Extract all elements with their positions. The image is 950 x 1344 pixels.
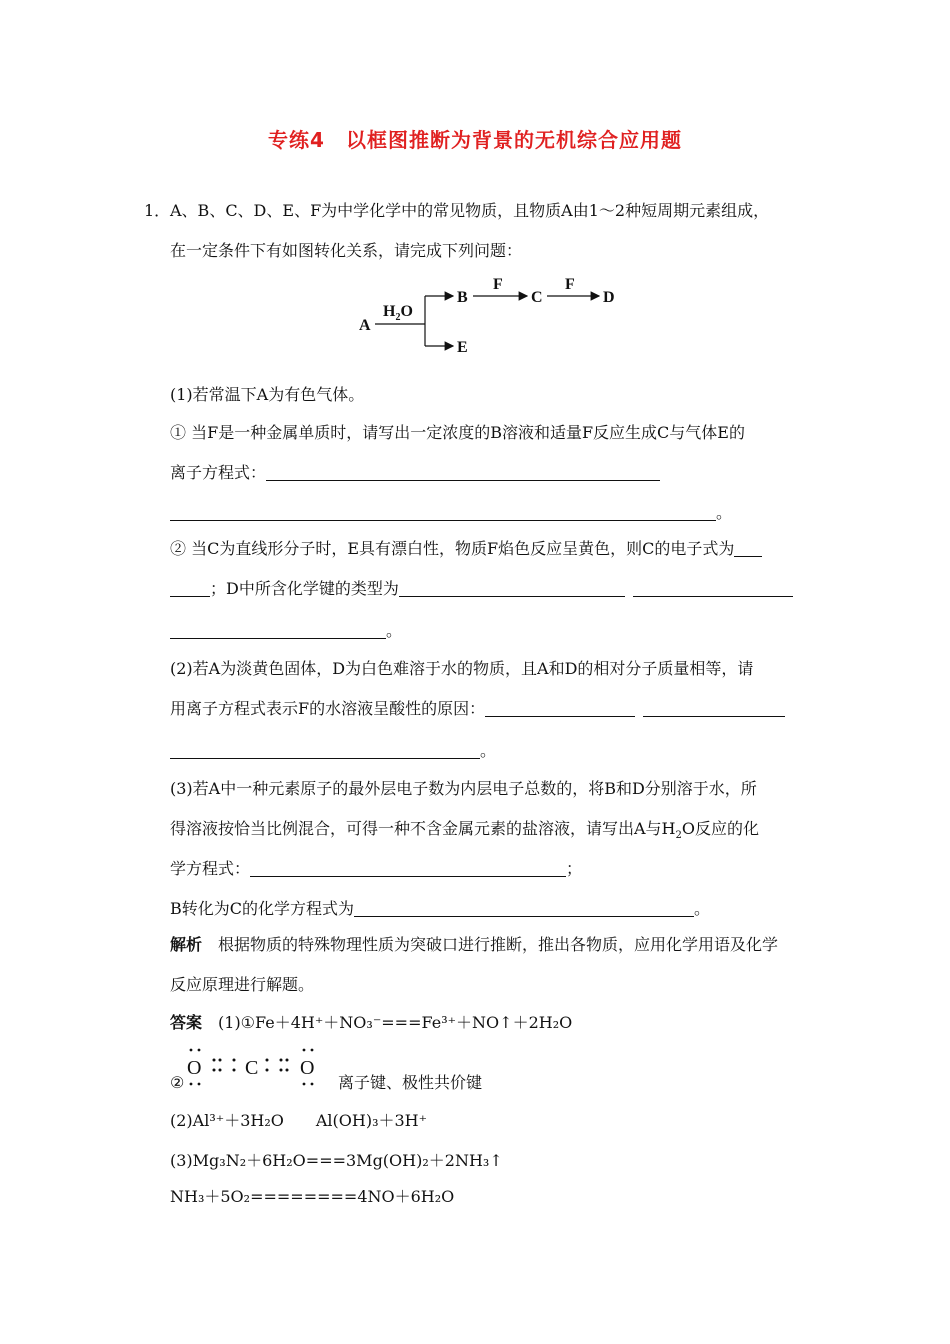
answer-blank[interactable] (399, 580, 625, 597)
analysis-line-2: 反应原理进行解题。 (170, 975, 315, 994)
diagram-label-c: C (531, 289, 543, 306)
part1-i-line-2 (170, 462, 660, 484)
answer-4: NH₃＋5O₂========4NO＋6H₂O (170, 1187, 455, 1206)
answer-blank[interactable] (170, 742, 480, 759)
answer-1-ii-num: ② (170, 1073, 185, 1092)
question-stem-line-2: 在一定条件下有如图转化关系，请完成下列问题： (170, 241, 523, 260)
end-mark: 。 (716, 503, 733, 522)
part3-prompt-a: 得溶液按恰当比例混合，可得一种不含金属元素的盐溶液，请写出A与H (170, 819, 676, 838)
part1-ii-bond-prompt: ；D中所含化学键的类型为 (210, 579, 399, 598)
analysis-text-1: 根据物质的特殊物理性质为突破口进行推断，推出各物质，应用化学用语及化学 (218, 935, 779, 954)
part3-prompt-b: O反应的化 (681, 819, 760, 838)
part1-ii-prompt: ② 当C为直线形分子时，E具有漂白性，物质F焰色反应呈黄色，则C的电子式为 (170, 539, 735, 558)
diagram-label-b: B (457, 289, 468, 306)
answer-blank[interactable] (170, 504, 716, 521)
answer-2: (2)Al³⁺＋3H₂O Al(OH)₃＋3H⁺ (170, 1111, 428, 1130)
answer-blank[interactable] (250, 860, 566, 877)
part1-i-line-1: ① 当F是一种金属单质时，请写出一定浓度的B溶液和适量F反应生成C与气体E的 (170, 423, 745, 442)
semicolon: ； (566, 859, 583, 878)
end-mark: 。 (386, 621, 403, 640)
part2-line-1: (2)若A为淡黄色固体，D为白色难溶于水的物质，且A和D的相对分子质量相等，请 (170, 659, 754, 678)
diagram-label-d: D (603, 289, 615, 306)
answer-blank[interactable] (170, 580, 210, 597)
conversion-diagram (355, 276, 625, 360)
answer-label: 答案 (170, 1013, 203, 1032)
answer-blank[interactable] (734, 540, 762, 557)
lewis-c: C (245, 1057, 259, 1079)
diagram-label-f2: F (565, 276, 575, 293)
part3-eq-prompt: 学方程式： (170, 859, 251, 878)
answer-blank[interactable] (266, 464, 660, 481)
answer-1-ii-text: 离子键、极性共价键 (338, 1073, 483, 1092)
part2-line-3 (170, 740, 496, 762)
diagram-label-e: E (457, 339, 468, 356)
part1-ii-line-1 (170, 538, 762, 560)
part1-heading: (1)若常温下A为有色气体。 (170, 385, 365, 404)
answer-blank[interactable] (633, 580, 793, 597)
question-stem-line-1: A、B、C、D、E、F为中学化学中的常见物质，且物质A由1～2种短周期元素组成， (170, 201, 770, 220)
answer-blank[interactable] (485, 700, 635, 717)
part3-b-to-c-prompt: B转化为C的化学方程式为 (170, 899, 355, 918)
part3-line-1: (3)若A中一种元素原子的最外层电子数为内层电子总数的，将B和D分别溶于水，所 (170, 779, 757, 798)
lewis-o-left: O (187, 1057, 202, 1079)
answer-blank[interactable] (354, 900, 694, 917)
answer-1: (1)①Fe＋4H⁺＋NO₃⁻===Fe³⁺＋NO↑＋2H₂O (218, 1013, 573, 1032)
part1-i-prompt: 离子方程式： (170, 463, 267, 482)
co2-electron-formula (170, 1040, 330, 1096)
analysis-line-1 (170, 934, 778, 956)
part3-line-4 (170, 898, 710, 920)
answer-3: (3)Mg₃N₂＋6H₂O===3Mg(OH)₂＋2NH₃↑ (170, 1151, 503, 1170)
part1-i-line-3 (170, 502, 732, 524)
part2-line-2 (170, 698, 785, 720)
part3-line-3 (170, 858, 582, 880)
page-title: 专练4 以框图推断为背景的无机综合应用题 (268, 128, 682, 152)
part2-prompt: 用离子方程式表示F的水溶液呈酸性的原因： (170, 699, 486, 718)
question-number: 1． (144, 201, 171, 220)
answer-line-1 (170, 1012, 572, 1034)
analysis-label: 解析 (170, 935, 203, 954)
part1-ii-line-2 (170, 578, 793, 600)
answer-blank[interactable] (643, 700, 785, 717)
end-mark: 。 (480, 741, 497, 760)
diagram-label-a: A (359, 317, 371, 334)
part3-line-2: 得溶液按恰当比例混合，可得一种不含金属元素的盐溶液，请写出A与$H_2O$反应的化 (170, 819, 760, 842)
diagram-label-f1: F (493, 276, 503, 293)
lewis-o-right: O (300, 1057, 315, 1079)
part1-ii-line-3 (170, 620, 402, 642)
answer-blank[interactable] (170, 622, 386, 639)
diagram-label-h2o: $H_2O$ (383, 303, 413, 323)
end-mark: 。 (694, 899, 711, 918)
